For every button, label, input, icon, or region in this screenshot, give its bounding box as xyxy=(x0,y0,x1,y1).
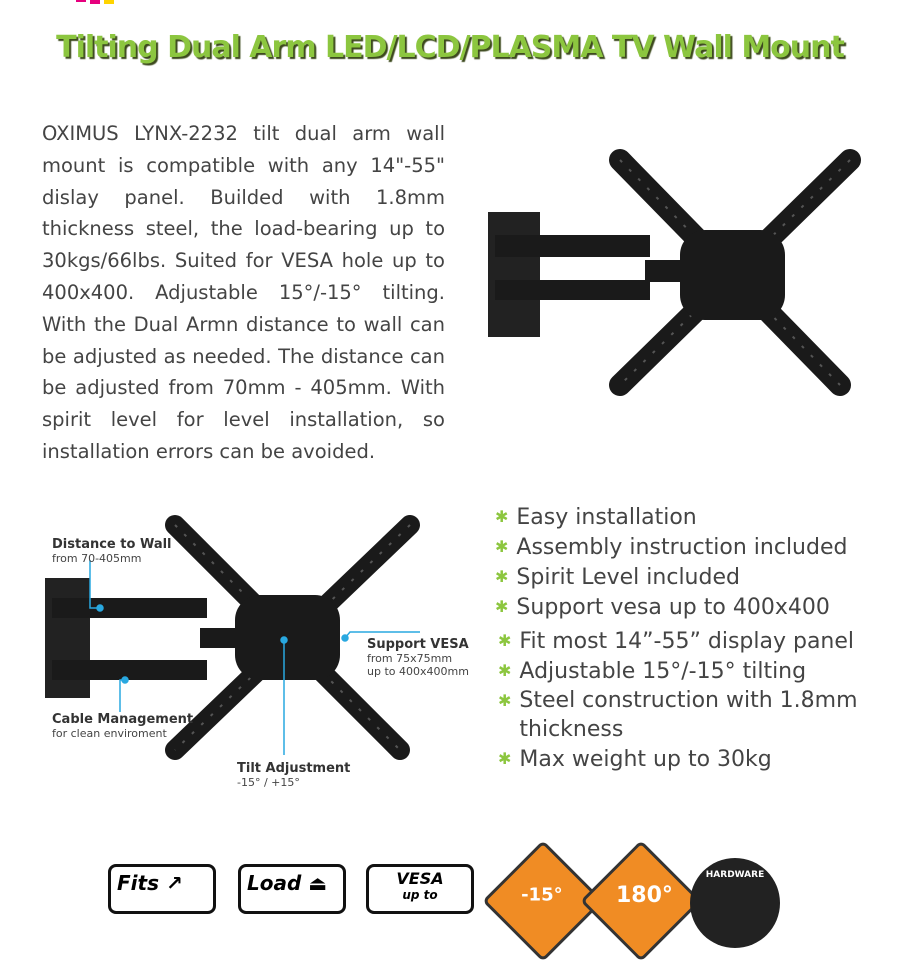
callout-sub: from 70-405mm xyxy=(52,552,142,565)
badge-hardware xyxy=(690,858,780,948)
badge-swivel xyxy=(580,840,702,962)
feature-item xyxy=(495,532,859,562)
feature-text: Steel construction with 1.8mm thickness xyxy=(519,688,858,742)
badge-text: Fits xyxy=(117,871,159,895)
callout-distance xyxy=(52,537,172,565)
badge-text: 180° xyxy=(615,883,673,909)
callout-tilt xyxy=(237,761,350,789)
feature-item xyxy=(495,656,859,686)
star-icon: ✱ xyxy=(495,597,509,616)
page-title: Tilting Dual Arm LED/LCD/PLASMA TV Wall Mount xyxy=(56,30,844,65)
weight-icon: ⏏ xyxy=(308,871,328,895)
badge-text: HARDWARE xyxy=(705,870,765,880)
feature-text: Spirit Level included xyxy=(516,565,740,590)
star-icon: ✱ xyxy=(498,661,512,680)
badge-sub: up to xyxy=(402,888,438,902)
feature-item xyxy=(495,686,859,744)
callout-sub: up to 400x400mm xyxy=(367,665,469,678)
product-description: OXIMUS LYNX-2232 tilt dual arm wall mount is compatible with any 14"-55" dislay panel. Builded with 1.8mm thickness steel, the load-bearing up to 30kgs/66lbs. Suited for VESA hole up to 400x400. Adjustable 15°/-15° tilting. With the Dual Armn distance to wall can be adjusted as needed. The distance can be adjusted from 70mm - 405mm. With spirit level for level installation, so installation errors can be avoided. xyxy=(42,122,445,463)
star-icon: ✱ xyxy=(495,537,509,556)
callout-cable xyxy=(52,712,193,740)
product-image-top xyxy=(480,140,870,410)
feature-item xyxy=(495,502,859,532)
star-icon: ✱ xyxy=(495,507,509,526)
feature-text: Max weight up to 30kg xyxy=(519,747,772,772)
callout-vesa xyxy=(367,637,469,678)
callout-label: Tilt Adjustment xyxy=(237,761,351,776)
star-icon: ✱ xyxy=(498,631,512,650)
brand-logo xyxy=(68,0,138,12)
feature-item xyxy=(495,592,859,622)
callout-sub: -15° / +15° xyxy=(237,776,300,789)
star-icon: ✱ xyxy=(498,749,512,768)
feature-text: Fit most 14”-55” display panel xyxy=(519,629,855,654)
feature-item xyxy=(495,744,859,774)
badge-vesa xyxy=(366,864,474,914)
feature-text: Assembly instruction included xyxy=(516,535,848,560)
badge-fits xyxy=(108,864,216,914)
feature-text: Support vesa up to 400x400 xyxy=(516,595,830,620)
star-icon: ✱ xyxy=(495,567,509,586)
badge-text: Load xyxy=(247,871,302,895)
callout-sub: for clean enviroment xyxy=(52,727,167,740)
callout-label: Support VESA xyxy=(367,637,469,652)
callout-label: Distance to Wall xyxy=(52,537,172,552)
feature-item xyxy=(495,562,859,592)
feature-text: Adjustable 15°/-15° tilting xyxy=(519,659,807,684)
badge-load xyxy=(238,864,346,914)
feature-text: Easy installation xyxy=(516,505,697,530)
feature-list xyxy=(495,502,859,774)
star-icon: ✱ xyxy=(498,691,512,710)
callout-sub: from 75x75mm xyxy=(367,652,453,665)
feature-item xyxy=(495,626,859,656)
badge-text: VESA xyxy=(396,869,444,888)
badge-text: -15° xyxy=(521,884,563,906)
arrow-icon: ↗ xyxy=(165,871,183,895)
callout-label: Cable Management xyxy=(52,712,194,727)
